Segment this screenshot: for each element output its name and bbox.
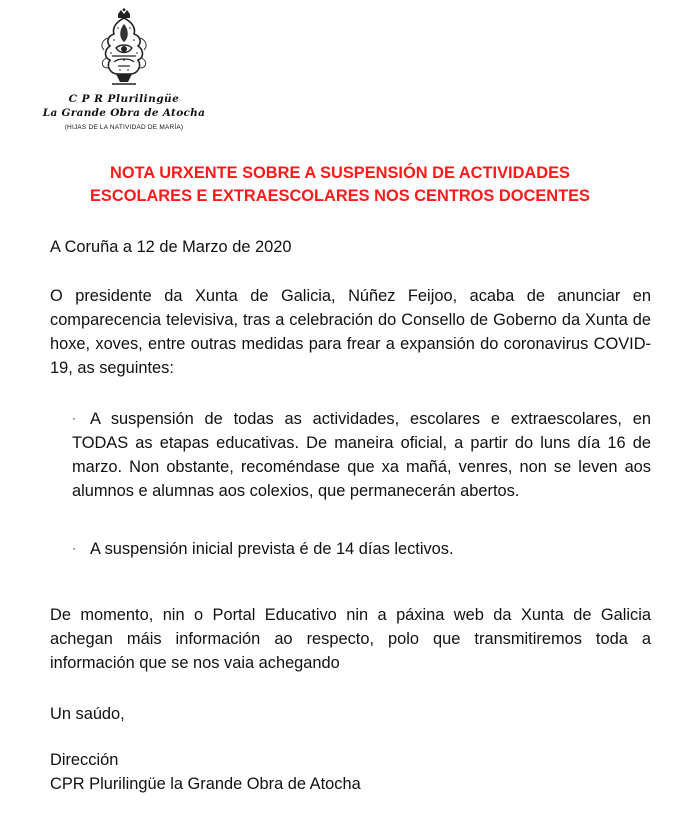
bullet-text: A suspensión inicial prevista é de 14 días lectivos.	[90, 540, 454, 558]
measures-list-item-1	[72, 406, 651, 503]
notice-title	[40, 162, 640, 208]
notice-title-line1: NOTA URXENTE SOBRE A SUSPENSIÓN DE ACTIVIDADES	[110, 164, 570, 182]
bullet-icon: ·	[72, 541, 76, 555]
school-letterhead	[40, 8, 208, 134]
intro-paragraph: O presidente da Xunta de Galicia, Núñez Feijoo, acaba de anunciar en comparecencia televisiva, tras a celebración do Consello de Goberno da Xunta de hoxe, xoves, entre outras medidas para frear a expansión do coronavirus COVID-19, as seguintes:	[50, 287, 651, 377]
closing-paragraph: De momento, nin o Portal Educativo nin a páxina web da Xunta de Galicia achegan máis información ao respecto, polo que transmitiremos toda a información que se nos vaia achegando	[50, 606, 651, 672]
notice-title-line2: ESCOLARES E EXTRAESCOLARES NOS CENTROS DOCENTES	[90, 187, 590, 205]
school-name-line1: C P R Plurilingüe	[68, 93, 180, 105]
bullet-text: A suspensión de todas as actividades, escolares e extraescolares, en TODAS as etapas educativas. De maneira oficial, a partir do luns día 16 de marzo. Non obstante, recoméndase que xa mañá, venres, non se leven aos alumnos e alumnas aos colexios, que permanecerán abertos.	[72, 410, 651, 500]
notice-date: A Coruña a 12 de Marzo de 2020	[50, 238, 292, 256]
school-name-line2: La Grande Obra de Atocha	[42, 107, 206, 119]
greeting: Un saúdo,	[50, 705, 125, 723]
list-item	[72, 536, 651, 561]
measures-list-item-2	[72, 536, 651, 561]
school-congregation: (HIJAS DE LA NATIVIDAD DE MARÍA)	[64, 124, 184, 131]
signature-role: Dirección	[50, 751, 119, 769]
list-item	[72, 406, 651, 503]
bullet-icon: ·	[72, 411, 76, 425]
signature-school: CPR Plurilingüe la Grande Obra de Atocha	[50, 775, 361, 793]
religious-crest-icon	[94, 8, 154, 88]
signature-block	[50, 748, 651, 796]
